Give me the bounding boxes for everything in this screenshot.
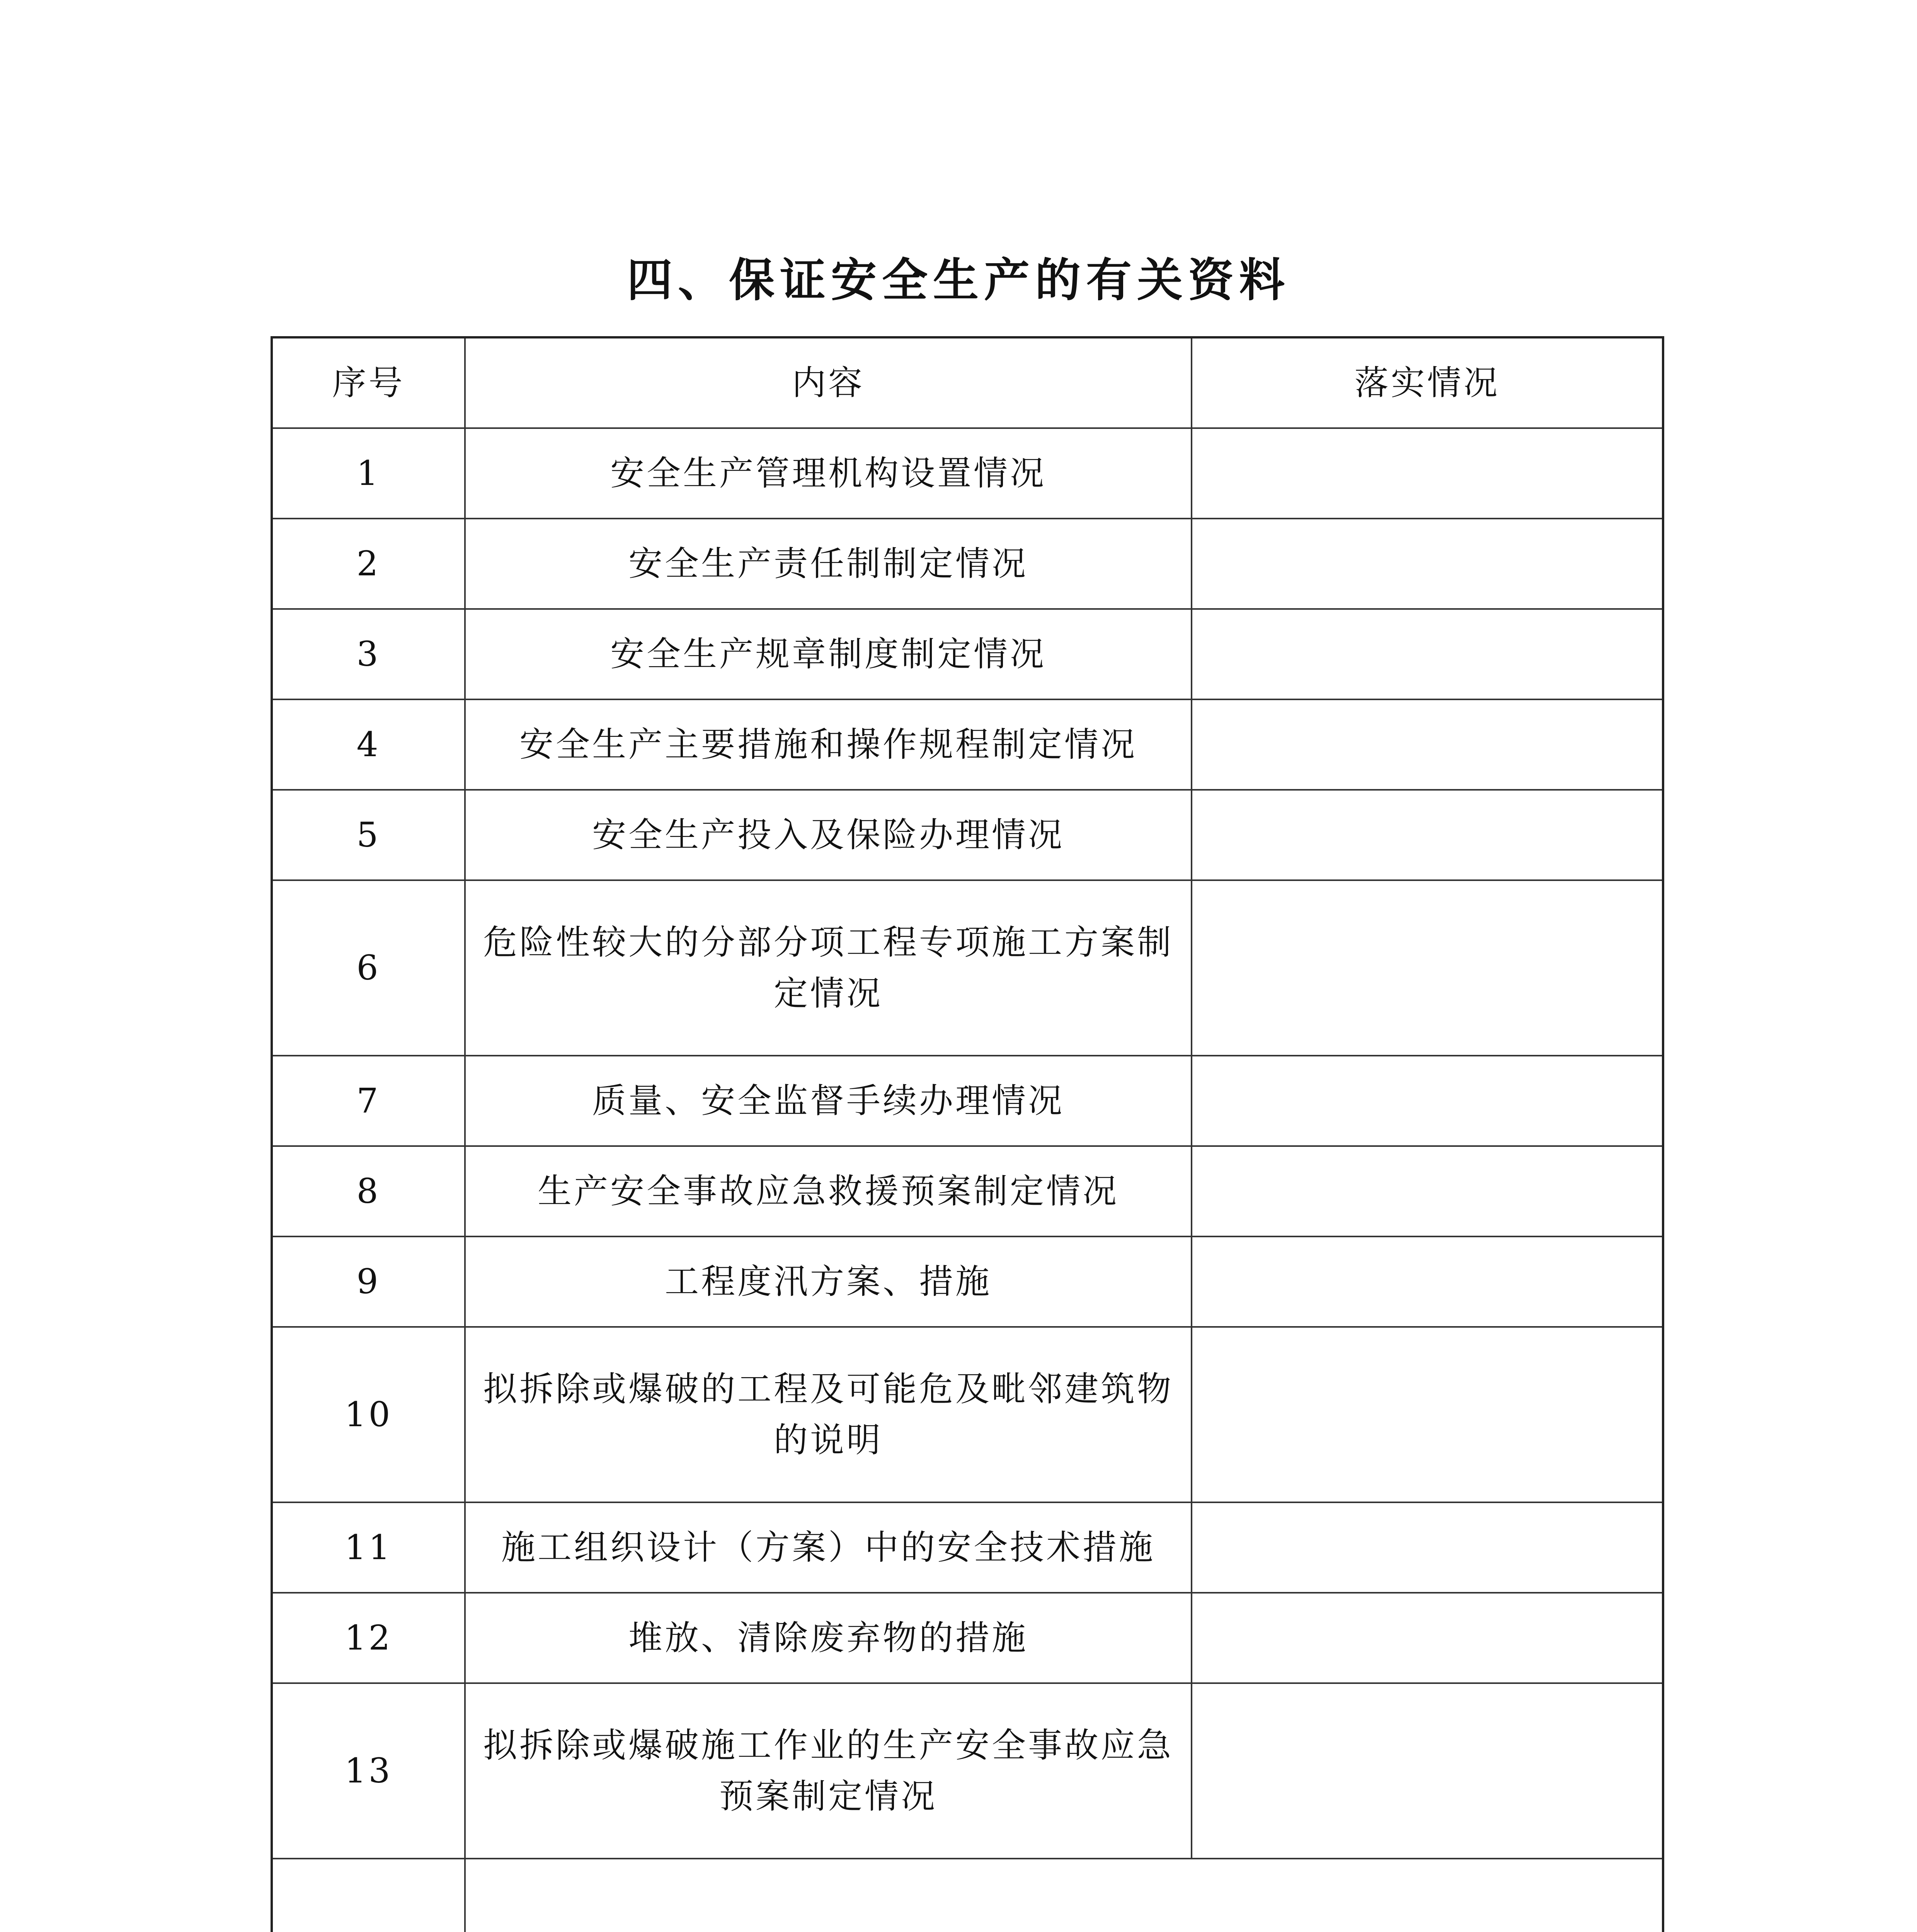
table-row [272,1236,1663,1327]
row-number: 6 [272,880,465,1056]
row-content: 工程度汛方案、措施 [465,1236,1192,1327]
row-content: 拟拆除或爆破施工作业的生产安全事故应急预案制定情况 [465,1683,1192,1859]
row-content: 安全生产投入及保险办理情况 [465,790,1192,880]
applicant-opinion-area[interactable] [465,1859,1663,1932]
row-number: 4 [272,699,465,790]
header-status: 落实情况 [1192,337,1663,428]
applicant-opinion-label [272,1859,465,1932]
row-status-cell [1192,1593,1663,1683]
row-status-cell [1192,519,1663,609]
row-number: 12 [272,1593,465,1683]
row-content: 施工组织设计（方案）中的安全技术措施 [465,1502,1192,1593]
row-status-cell [1192,609,1663,699]
row-number: 11 [272,1502,465,1593]
table-row [272,519,1663,609]
row-status-cell [1192,1146,1663,1236]
row-status-cell [1192,1502,1663,1593]
row-number: 9 [272,1236,465,1327]
table-row [272,1683,1663,1859]
row-status-cell [1192,1056,1663,1146]
row-status-cell [1192,1683,1663,1859]
row-number: 2 [272,519,465,609]
row-number: 5 [272,790,465,880]
row-content: 拟拆除或爆破的工程及可能危及毗邻建筑物的说明 [465,1327,1192,1502]
row-content: 安全生产管理机构设置情况 [465,428,1192,519]
row-content: 危险性较大的分部分项工程专项施工方案制定情况 [465,880,1192,1056]
table-row [272,699,1663,790]
header-serial: 序号 [272,337,465,428]
table-row [272,1056,1663,1146]
row-content: 质量、安全监督手续办理情况 [465,1056,1192,1146]
row-number: 1 [272,428,465,519]
row-number: 7 [272,1056,465,1146]
row-status-cell [1192,880,1663,1056]
page-title: 四、保证安全生产的有关资料 [627,253,1290,307]
table-header-row [272,337,1663,428]
row-number: 3 [272,609,465,699]
table-row [272,609,1663,699]
table-row [272,428,1663,519]
row-status-cell [1192,1236,1663,1327]
table-row [272,1593,1663,1683]
row-content: 堆放、清除废弃物的措施 [465,1593,1192,1683]
row-status-cell [1192,428,1663,519]
table-row [272,880,1663,1056]
table-row [272,790,1663,880]
table-row [272,1327,1663,1502]
row-status-cell [1192,1327,1663,1502]
row-number: 8 [272,1146,465,1236]
row-content: 安全生产主要措施和操作规程制定情况 [465,699,1192,790]
row-number: 13 [272,1683,465,1859]
row-content: 安全生产责任制制定情况 [465,519,1192,609]
row-content: 生产安全事故应急救援预案制定情况 [465,1146,1192,1236]
row-status-cell [1192,699,1663,790]
table-row [272,1502,1663,1593]
header-content: 内容 [465,337,1192,428]
row-content: 安全生产规章制度制定情况 [465,609,1192,699]
table-row [272,1146,1663,1236]
signature-row [272,1859,1663,1932]
row-status-cell [1192,790,1663,880]
safety-materials-table [271,336,1664,1932]
row-number: 10 [272,1327,465,1502]
